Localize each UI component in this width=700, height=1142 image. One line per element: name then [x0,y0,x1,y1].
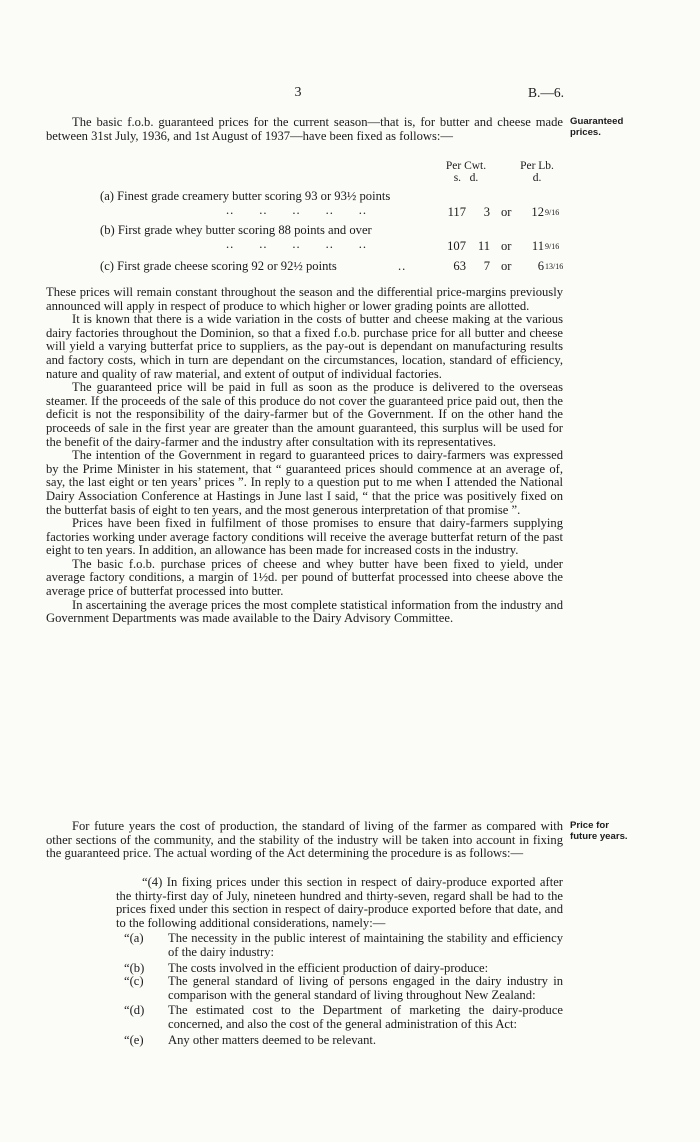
paragraph: In ascertaining the average prices the most complete statistical information from the industry and Government Departments was made available to the Dairy Advisory Committee. [46,597,563,626]
pence-value: 3 [483,205,490,219]
leader-dots: .. .. .. .. .. [226,237,368,251]
paragraph: Prices have been fixed in fulfilment of those promises to ensure that dairy-farmers supplying factories working under average factory conditions will receive the average butterfat return of the past eight to ten years. In addition, an allowance has been made for increased costs in the industry. [46,516,563,558]
paragraph: The guaranteed price will be paid in full as soon as the produce is delivered to the overseas steamer. If the proceeds of the sale of this produce do not cover the guaranteed price paid out, then the deficit is not the responsibility of the dairy-farmer but of the Government. If on the other hand the proceeds of sale in the first year are greater than the amount guaranteed, this surplus will be used for the benefit of the dairy-farmer and the industry after consultation with its representatives. [46,380,563,449]
shillings-value: 107 [447,239,466,253]
intro-paragraph: The basic f.o.b. guaranteed prices for the current season—that is, for butter and cheese made between 31st July, 1936, and 1st August of 1937—have been fixed as follows:— [46,115,563,143]
side-note-guaranteed-prices: Guaranteed prices. [570,116,624,138]
pence-value: 7 [483,259,490,273]
price-row-a: (a) Finest grade creamery butter scoring 93 or 93½ points [100,189,391,203]
document-reference: B.—6. [528,85,565,100]
paragraph: It is known that there is a wide variation in the costs of butter and cheese making at the various dairy factories throughout the Dominion, so that a fixed f.o.b. purchase price for all butter and cheese will yield a varying butterfat price to suppliers, as the pay-out is dependant on manufacturing results and factory costs, which in turn are dependant on the circumstances, location, standard of efficiency, nature and quality of raw material, and extent of output of individual factories. [46,312,563,381]
act-subsection-4: “(4) In fixing prices under this section in respect of dairy-produce exported after the thirty-first day of July, nineteen hundred and thirty-seven, regard shall be had to the prices fixed under this section in respect of dairy-produce exported before that date, and to the following additional considerations, namely:— [116,875,563,930]
act-item-b: “(b) The costs involved in the efficient production of dairy-produce: [124,960,489,975]
or-connector: or [501,239,512,253]
column-header-per-cwt: Per Cwt. s. d. [445,160,487,184]
price-row-b: (b) First grade whey butter scoring 88 points and over [100,223,372,237]
paragraph: The basic f.o.b. purchase prices of cheese and whey butter have been fixed to yield, under average factory conditions, a margin of 1½d. per pound of butterfat processed into cheese above the average price of butterfat processed into butter. [46,556,563,599]
side-note-future-prices: Price for future years. [570,820,628,842]
act-item-a: “(a) The necessity in the public interest of maintaining the stability and efficiency of the dairy industry: [124,931,563,959]
pence-value: 11 [477,239,490,253]
act-item-d: “(d) The estimated cost to the Department of marketing the dairy-produce concerned, and also the cost of the general administration of this Act: [124,1003,563,1031]
page-number: 3 [294,85,302,100]
act-item-c: “(c) The general standard of living of persons engaged in the dairy industry in comparison with the general standard of living throughout New Zealand: [124,974,563,1002]
per-lb-value: 11 [531,239,544,253]
act-quotation [46,876,563,1047]
price-row-c: (c) First grade cheese scoring 92 or 92½ points [100,259,337,273]
future-years-paragraph: For future years the cost of production, the standard of living of the farmer as compared with other sections of the community, and the stability of the industry will be taken into account in fixing the guaranteed price. The actual wording of the Act determining the procedure is as follows:— [46,819,563,861]
per-lb-fraction: 13/16 [545,262,564,271]
body-text [46,286,563,626]
per-lb-fraction: 9/16 [545,242,560,251]
paragraph: The intention of the Government in regard to guaranteed prices to dairy-farmers was expressed by the Prime Minister in his statement, that “ guaranteed prices should commence at an average of, say, the last eight or ten years’ prices ”. In reply to a question put to me when I attended the National Dairy Association Conference at Hastings in June last I said, “ that the price was positively fixed on the butterfat basis of eight to ten years, and the most generous interpretation of that promise ”. [46,448,563,517]
or-connector: or [501,259,512,273]
per-lb-fraction: 9/16 [545,208,560,217]
paragraph: These prices will remain constant throughout the season and the differential price-margins previously announced will apply in respect of produce to which higher or lower grading points are allotted. [46,285,563,313]
per-lb-value: 12 [531,205,544,219]
act-item-e: “(e) Any other matters deemed to be relevant. [124,1032,377,1047]
or-connector: or [501,205,512,219]
leader-dots: .. .. .. .. .. [226,203,368,217]
shillings-value: 63 [453,259,466,273]
leader-dots: .. [398,259,407,273]
column-header-per-lb: Per Lb. d. [520,160,554,184]
shillings-value: 117 [447,205,466,219]
per-lb-value: 6 [537,259,544,273]
